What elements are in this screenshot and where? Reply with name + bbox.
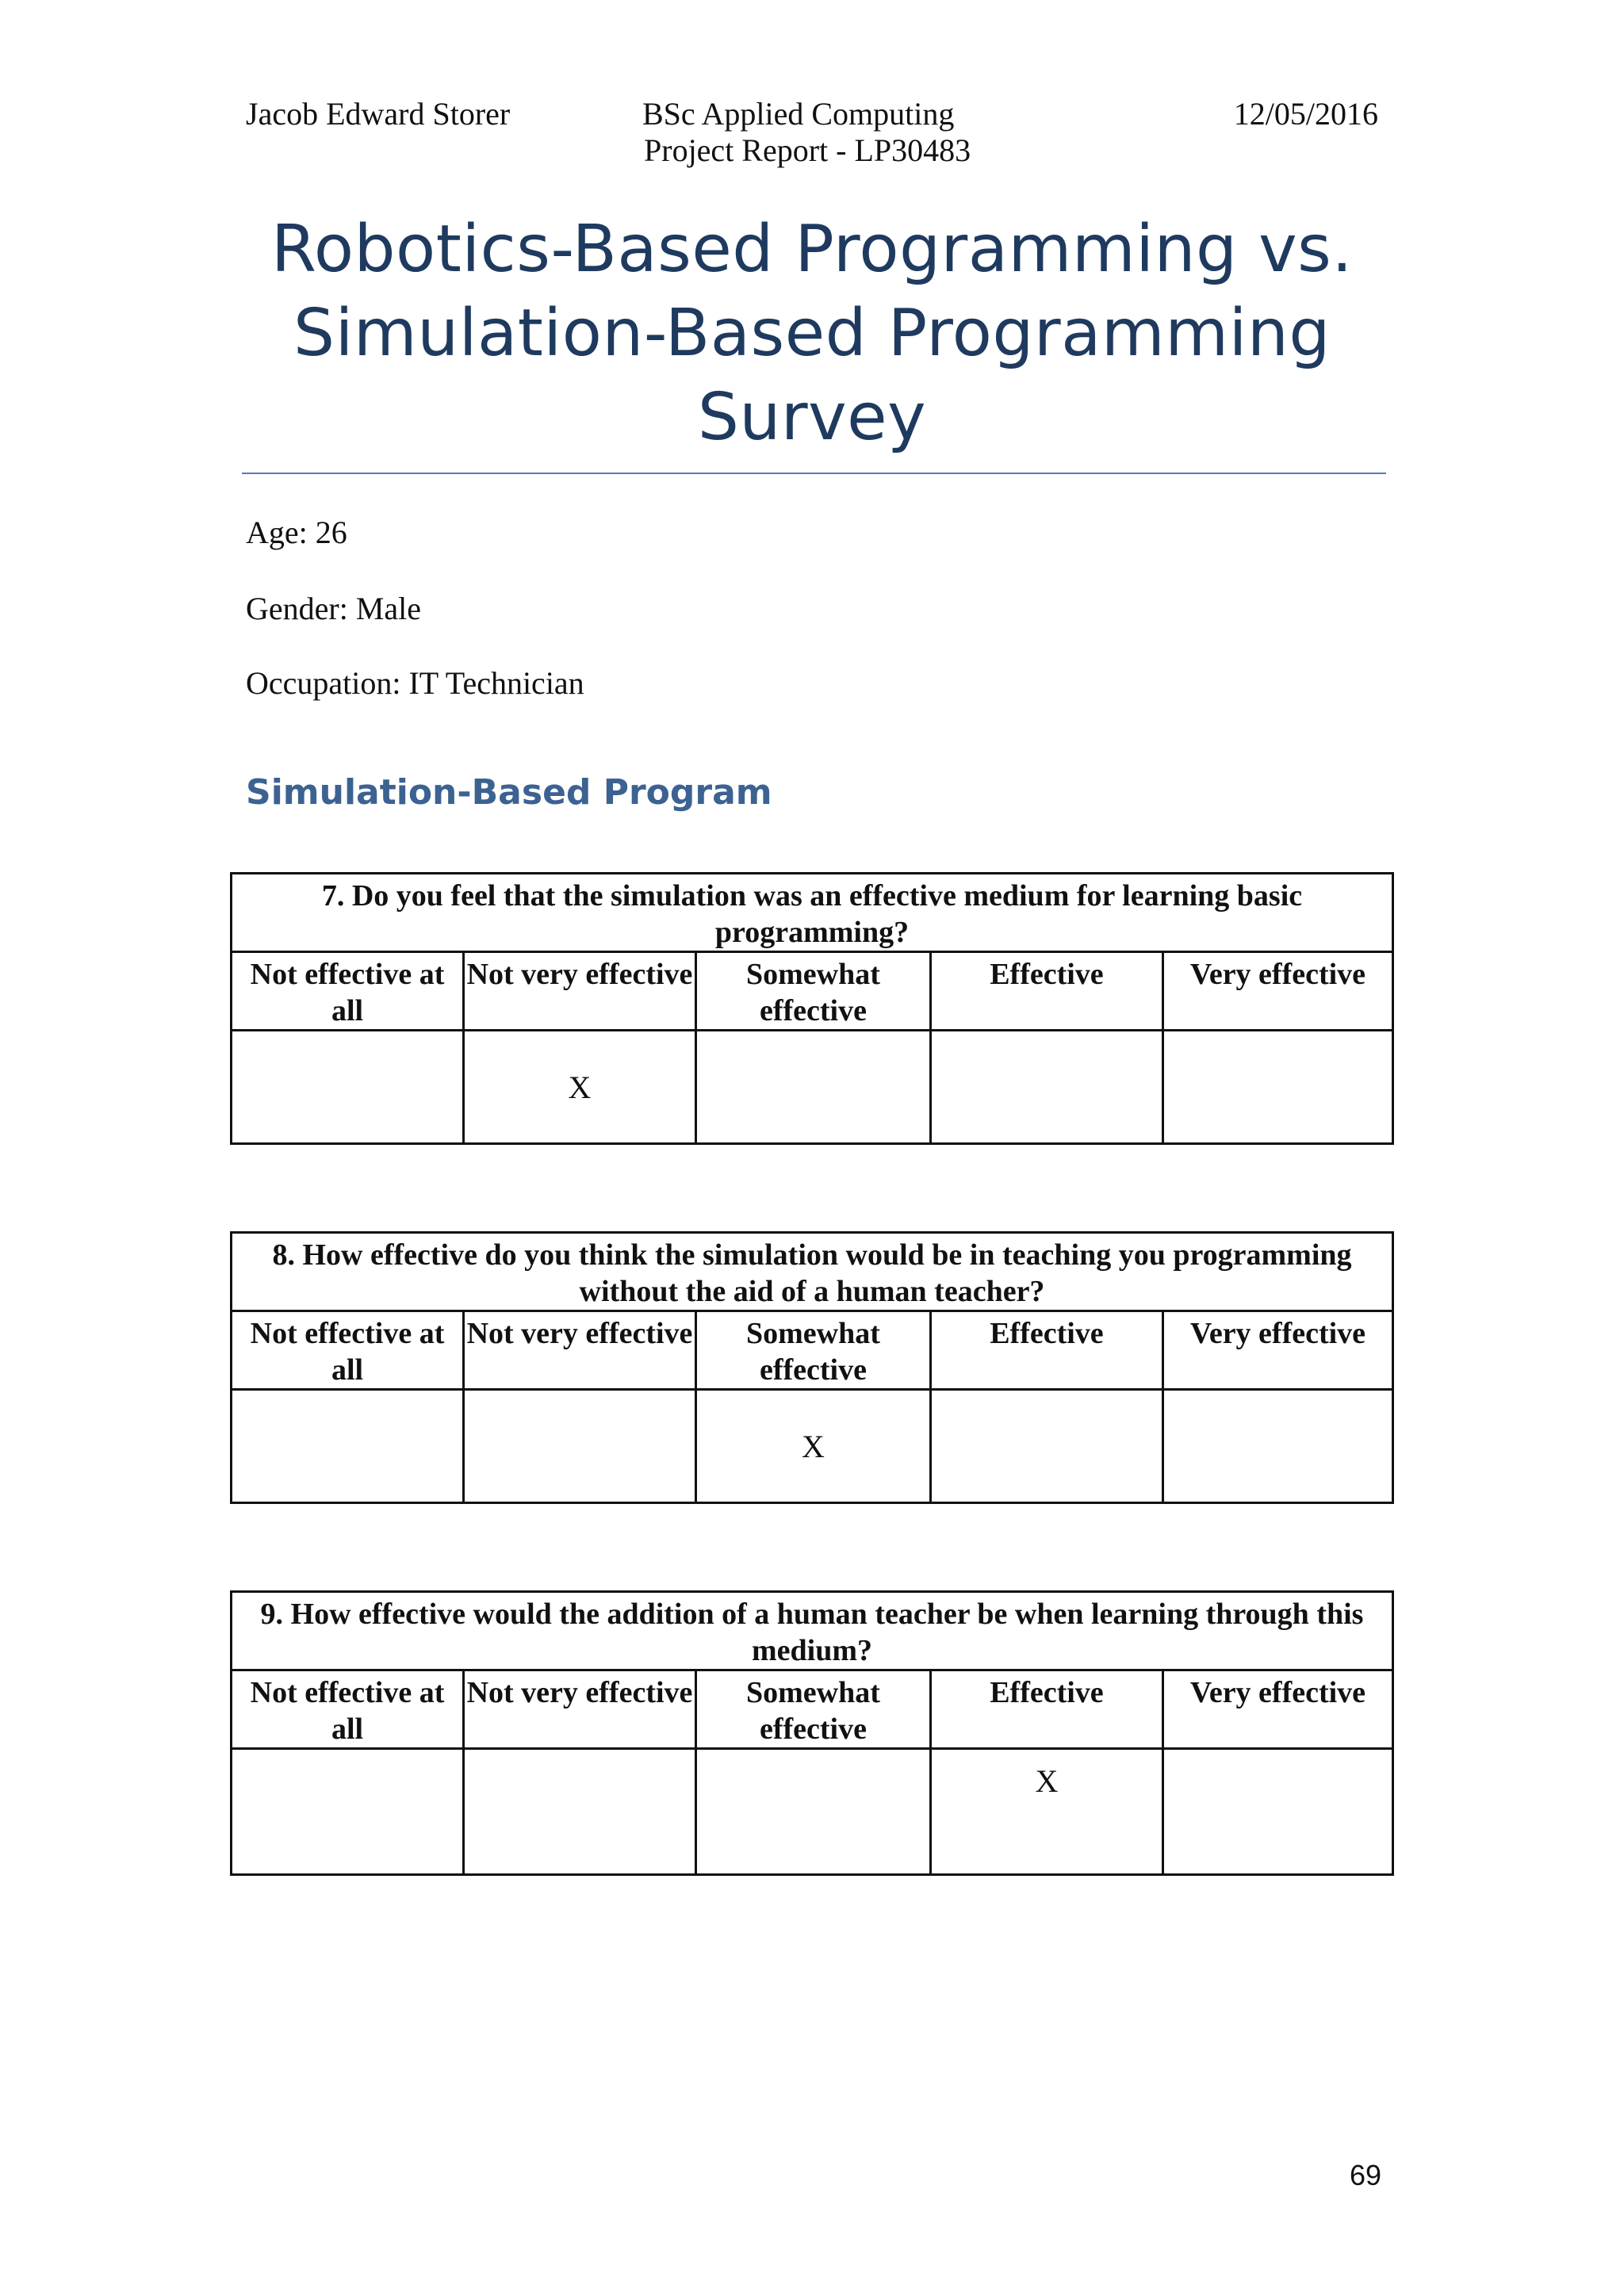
answer-cell xyxy=(232,1749,464,1875)
option-effective: Effective xyxy=(930,1670,1162,1749)
header-course-line1: BSc Applied Computing xyxy=(642,96,955,132)
answer-cell xyxy=(464,1749,696,1875)
survey-question-table-7 xyxy=(230,872,1394,1145)
option-not-very-effective: Not very effective xyxy=(464,952,696,1031)
answer-cell: X xyxy=(696,1390,931,1503)
option-not-very-effective: Not very effective xyxy=(464,1311,696,1390)
answer-cell xyxy=(696,1031,931,1144)
answer-cell xyxy=(930,1031,1162,1144)
section-heading: Simulation-Based Program xyxy=(246,772,772,813)
header-course xyxy=(642,96,975,169)
header-course-line2: Project Report - LP30483 xyxy=(644,132,971,168)
answer-cell xyxy=(930,1390,1162,1503)
answer-cell xyxy=(232,1031,464,1144)
option-not-very-effective: Not very effective xyxy=(464,1670,696,1749)
respondent-gender: Gender: Male xyxy=(246,591,422,626)
option-somewhat-effective: Somewhat effective xyxy=(696,1311,931,1390)
option-not-effective-at-all: Not effective at all xyxy=(232,1670,464,1749)
option-somewhat-effective: Somewhat effective xyxy=(696,952,931,1031)
option-effective: Effective xyxy=(930,1311,1162,1390)
survey-question-table-8 xyxy=(230,1231,1394,1504)
answer-cell xyxy=(1162,1749,1392,1875)
answer-cell xyxy=(464,1390,696,1503)
title-line3: Survey xyxy=(697,380,927,455)
question-text: 7. Do you feel that the simulation was an effective medium for learning basic programming? xyxy=(232,874,1393,952)
option-very-effective: Very effective xyxy=(1162,952,1392,1031)
option-very-effective: Very effective xyxy=(1162,1670,1392,1749)
answer-cell: X xyxy=(464,1031,696,1144)
option-effective: Effective xyxy=(930,952,1162,1031)
answer-cell xyxy=(232,1390,464,1503)
option-not-effective-at-all: Not effective at all xyxy=(232,1311,464,1390)
answer-cell xyxy=(696,1749,931,1875)
option-not-effective-at-all: Not effective at all xyxy=(232,952,464,1031)
respondent-age: Age: 26 xyxy=(246,515,347,550)
title-line1: Robotics-Based Programming vs. xyxy=(271,212,1353,287)
option-very-effective: Very effective xyxy=(1162,1311,1392,1390)
respondent-occupation: Occupation: IT Technician xyxy=(246,665,584,701)
answer-cell xyxy=(1162,1390,1392,1503)
answer-cell: X xyxy=(930,1749,1162,1875)
header-author: Jacob Edward Storer xyxy=(246,96,511,132)
document-title xyxy=(238,208,1386,460)
survey-question-table-9 xyxy=(230,1590,1394,1876)
title-underline xyxy=(242,473,1386,474)
option-somewhat-effective: Somewhat effective xyxy=(696,1670,931,1749)
header-date: 12/05/2016 xyxy=(1233,96,1378,132)
answer-cell xyxy=(1162,1031,1392,1144)
question-text: 8. How effective do you think the simulation would be in teaching you programming without the aid of a human teacher? xyxy=(232,1233,1393,1311)
page-number: 69 xyxy=(1349,2159,1381,2191)
question-text: 9. How effective would the addition of a human teacher be when learning through this medium? xyxy=(232,1592,1393,1670)
title-line2: Simulation-Based Programming xyxy=(293,296,1331,371)
